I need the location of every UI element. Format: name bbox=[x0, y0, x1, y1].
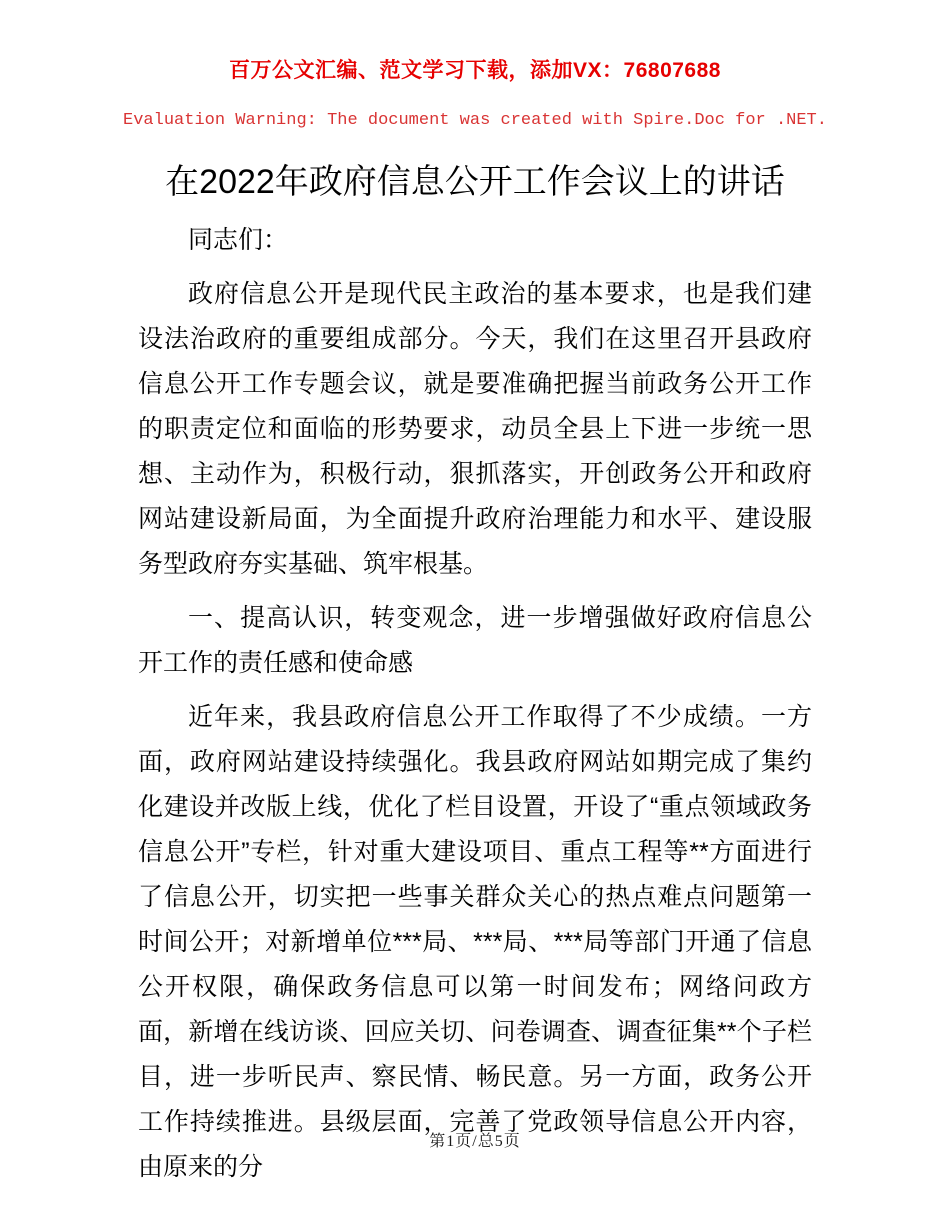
body-paragraph-intro: 政府信息公开是现代民主政治的基本要求，也是我们建设法治政府的重要组成部分。今天，我们在这里召开县政府信息公开工作专题会议，就是要准确把握当前政务公开工作的职责定位和面临的形势要求，动员全县上下进一步统一思想、主动作为，积极行动，狠抓落实，开创政务公开和政府网站建设新局面，为全面提升政府治理能力和水平、建设服务型政府夯实基础、筑牢根基。 bbox=[138, 280, 812, 578]
body-paragraph-salutation: 同志们： bbox=[188, 226, 289, 254]
evaluation-warning-watermark: Evaluation Warning: The document was created with Spire.Doc for .NET. bbox=[123, 111, 827, 130]
document-body bbox=[0, 218, 950, 1190]
promo-banner-text: 百万公文汇编、范文学习下载，添加VX：76807688 bbox=[229, 59, 721, 82]
document-title: 在2022年政府信息公开工作会议上的讲话 bbox=[165, 163, 785, 201]
page-number-footer: 第1页/总5页 bbox=[429, 1133, 521, 1150]
body-paragraph-section-heading: 一、提高认识，转变观念，进一步增强做好政府信息公开工作的责任感和使命感 bbox=[138, 604, 812, 677]
body-paragraph-achievements: 近年来，我县政府信息公开工作取得了不少成绩。一方面，政府网站建设持续强化。我县政府网站如期完成了集约化建设并改版上线，优化了栏目设置，开设了“重点领域政务信息公开”专栏，针对重大建设项目、重点工程等**方面进行了信息公开，切实把一些事关群众关心的热点难点问题第一时间公开；对新增单位***局、***局、***局等部门开通了信息公开权限，确保政务信息可以第一时间发布；网络问政方面，新增在线访谈、回应关切、问卷调查、调查征集**个子栏目，进一步听民声、察民情、畅民意。另一方面，政务公开工作持续推进。县级层面，完善了党政领导信息公开内容，由原来的分 bbox=[138, 703, 812, 1181]
